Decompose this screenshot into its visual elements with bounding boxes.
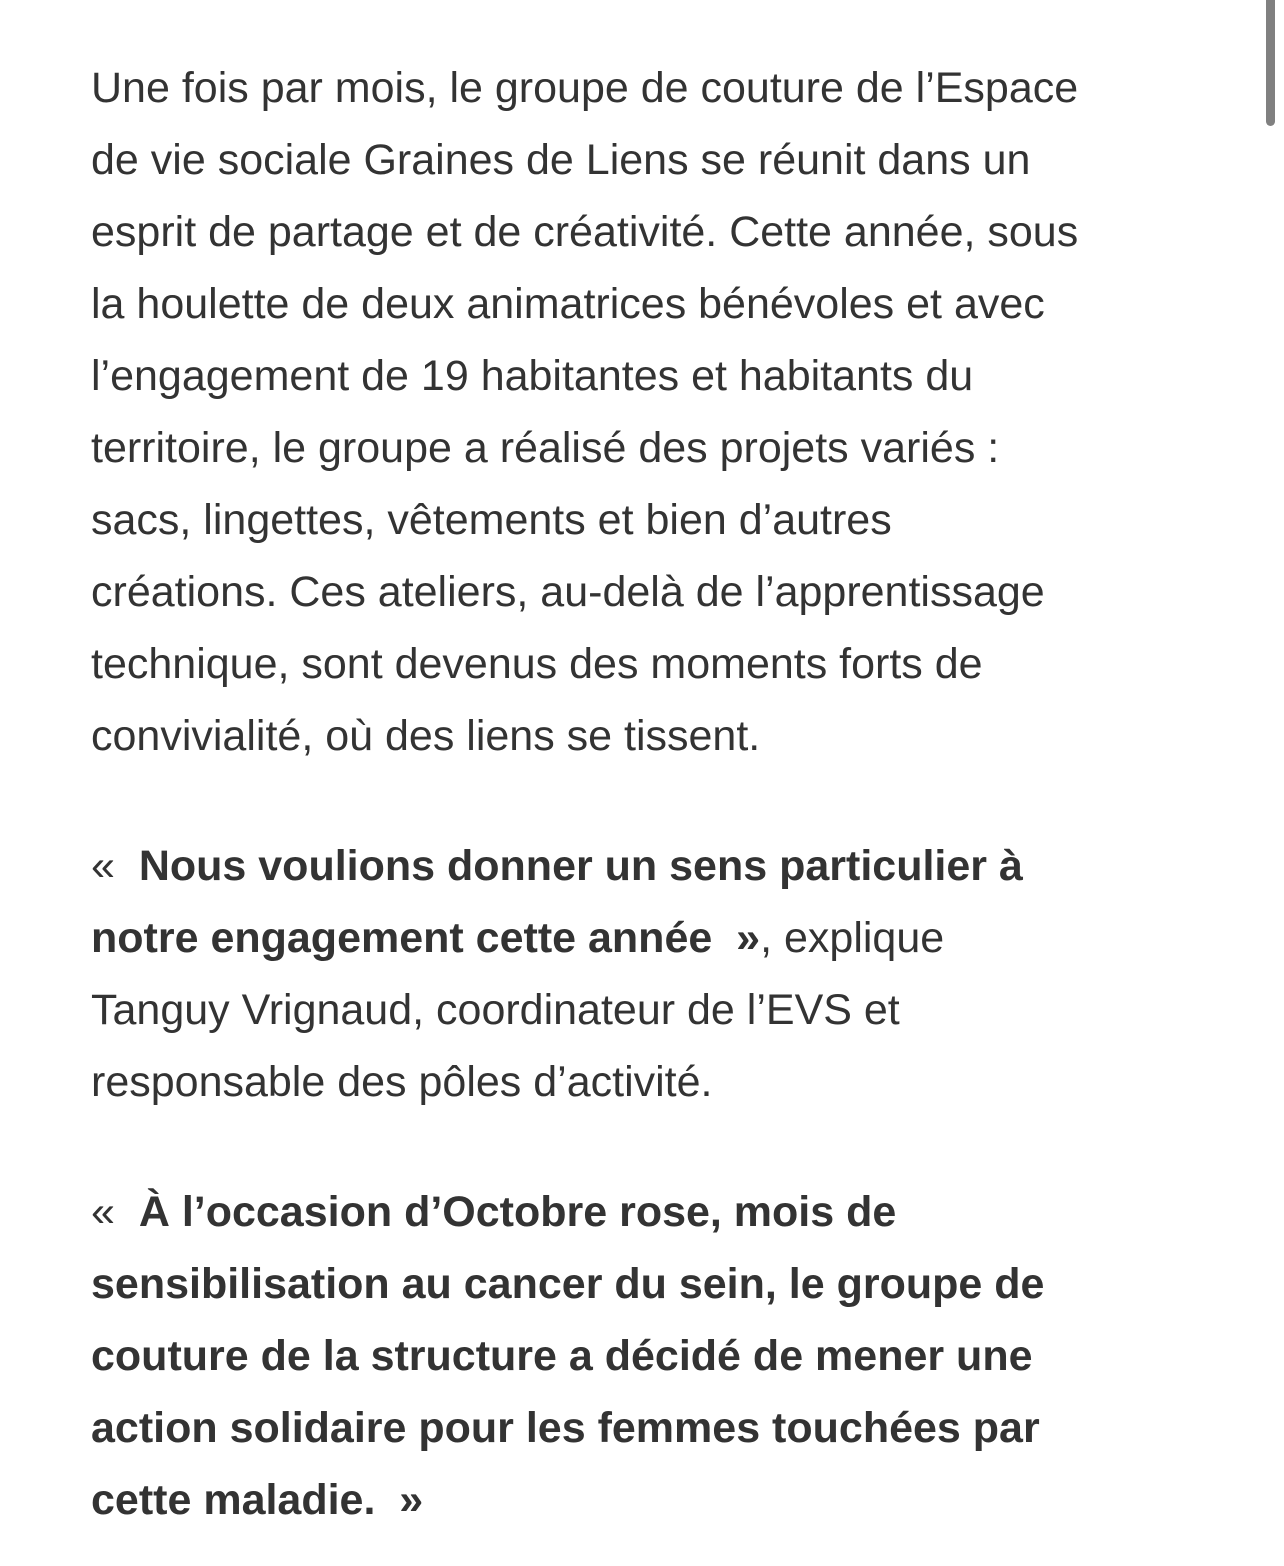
- text-line: l’engagement de 19 habitantes et habitants du: [91, 352, 974, 400]
- quote-text: notre engagement cette année »: [91, 914, 761, 962]
- quote-paragraph-octobre-rose: [91, 1176, 1221, 1536]
- open-quote-mark: «: [91, 842, 127, 890]
- quote-line: couture de la structure a décidé de mener une: [91, 1332, 1033, 1380]
- text-line: la houlette de deux animatrices bénévoles et avec: [91, 280, 1045, 328]
- text-line: de vie sociale Graines de Liens se réunit dans un: [91, 136, 1031, 184]
- quote-text: À l’occasion d’Octobre rose, mois de: [126, 1188, 897, 1236]
- quote-line: [91, 1176, 1221, 1248]
- quote-line: [91, 902, 1221, 974]
- text-line: Une fois par mois, le groupe de couture de l’Espace: [91, 64, 1079, 112]
- text-line: créations. Ces ateliers, au-delà de l’apprentissage: [91, 568, 1045, 616]
- open-quote-mark: «: [91, 1188, 127, 1236]
- text-line: territoire, le groupe a réalisé des projets variés :: [91, 424, 1000, 472]
- quote-line: action solidaire pour les femmes touchées par: [91, 1404, 1040, 1452]
- text-line: responsable des pôles d’activité.: [91, 1058, 713, 1106]
- vertical-scrollbar-thumb[interactable]: [1266, 0, 1275, 126]
- text-line: esprit de partage et de créativité. Cette année, sous: [91, 208, 1079, 256]
- quote-text: Nous voulions donner un sens particulier à: [126, 842, 1023, 890]
- article-body: [91, 52, 1221, 1536]
- attribution-text: , explique: [760, 914, 945, 962]
- quote-line: cette maladie. »: [91, 1476, 424, 1524]
- quote-line: sensibilisation au cancer du sein, le groupe de: [91, 1260, 1045, 1308]
- text-line: sacs, lingettes, vêtements et bien d’autres: [91, 496, 892, 544]
- text-line: Tanguy Vrignaud, coordinateur de l’EVS et: [91, 986, 900, 1034]
- quote-line: [91, 830, 1221, 902]
- quote-paragraph-coordinator: [91, 830, 1221, 1118]
- text-line: convivialité, où des liens se tissent.: [91, 712, 761, 760]
- text-line: technique, sont devenus des moments forts de: [91, 640, 983, 688]
- intro-paragraph: [91, 52, 1221, 772]
